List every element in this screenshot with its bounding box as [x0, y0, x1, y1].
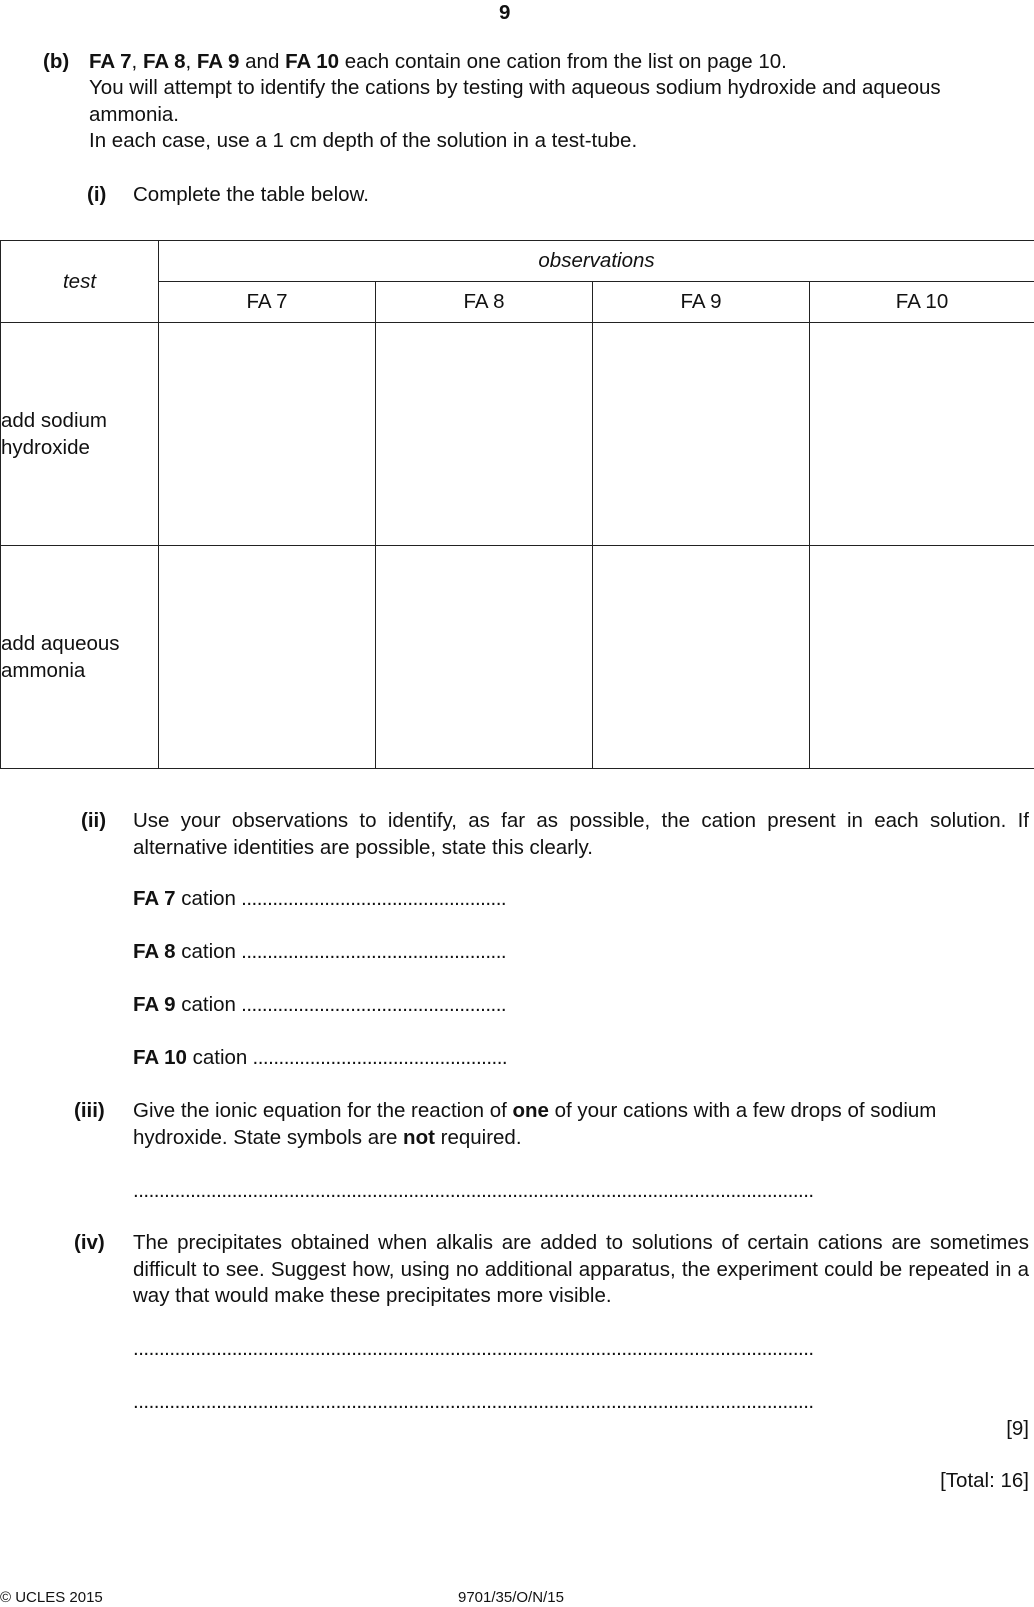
- test-header: test: [1, 241, 159, 323]
- answer-fa10-cation[interactable]: [133, 1045, 507, 1071]
- page-number: 9: [499, 0, 510, 26]
- test-label-sodium-hydroxide: add sodium hydroxide: [1, 323, 159, 546]
- part-iii-label: (iii): [74, 1098, 105, 1124]
- part-iii-text-c: required.: [435, 1126, 522, 1149]
- intro-and: and: [239, 50, 285, 73]
- part-iii-text-a: Give the ionic equation for the reaction of: [133, 1099, 512, 1122]
- answer-cell-fa7-naoh[interactable]: [159, 323, 376, 546]
- fa10-ref: FA 10: [285, 50, 339, 73]
- fa7-ref: FA 7: [89, 50, 132, 73]
- answer-line[interactable]: ...................................................: [236, 887, 506, 910]
- observations-header: observations: [159, 241, 1034, 282]
- part-ii-label: (ii): [81, 808, 106, 834]
- answer-fa8-cation[interactable]: [133, 939, 506, 965]
- part-iv-text: The precipitates obtained when alkalis are added to solutions of certain cations are sometimes difficult to see. Suggest how, using no additional apparatus, the experiment could be repeated in a way that would make these precipitates more visible.: [133, 1230, 1029, 1310]
- answer-cell-fa9-naoh[interactable]: [593, 323, 810, 546]
- column-header-fa9: FA 9: [593, 282, 810, 323]
- intro-sep: ,: [132, 50, 143, 73]
- fa8-ref: FA 8: [143, 50, 186, 73]
- answer-suffix: cation: [187, 1046, 247, 1069]
- part-b-intro: [89, 49, 787, 75]
- part-iv-answer-line-1[interactable]: ...................................................................................................................................: [133, 1336, 1028, 1362]
- column-header-fa7: FA 7: [159, 282, 376, 323]
- part-b-instructions: You will attempt to identify the cations by testing with aqueous sodium hydroxide and aqueous ammonia.: [89, 75, 1029, 128]
- fa9-ref: FA 9: [197, 50, 240, 73]
- observations-table: [0, 240, 1034, 769]
- answer-line[interactable]: .................................................: [247, 1046, 507, 1069]
- part-iii-text-b: of your cations with a few drops of sodium hydroxide. State symbols are: [133, 1099, 936, 1149]
- answer-line[interactable]: ...................................................: [236, 993, 506, 1016]
- part-ii-text: Use your observations to identify, as far as possible, the cation present in each solution. If alternative identities are possible, state this clearly.: [133, 808, 1029, 861]
- part-iii-answer-line[interactable]: ...................................................................................................................................: [133, 1178, 1028, 1204]
- column-header-fa8: FA 8: [376, 282, 593, 323]
- test-label-aqueous-ammonia: add aqueous ammonia: [1, 546, 159, 769]
- answer-cell-fa9-nh3[interactable]: [593, 546, 810, 769]
- part-iv-label: (iv): [74, 1230, 105, 1256]
- answer-fa7-cation[interactable]: [133, 886, 506, 912]
- answer-suffix: cation: [176, 940, 236, 963]
- column-header-fa10: FA 10: [810, 282, 1034, 323]
- part-iii-emphasis-one: one: [512, 1099, 548, 1122]
- part-b-label: (b): [43, 49, 69, 75]
- footer-paper-code: 9701/35/O/N/15: [458, 1588, 564, 1607]
- answer-name: FA 8: [133, 940, 176, 963]
- intro-rest: each contain one cation from the list on page 10.: [339, 50, 787, 73]
- part-b-depth-note: In each case, use a 1 cm depth of the solution in a test-tube.: [89, 128, 637, 154]
- answer-cell-fa10-nh3[interactable]: [810, 546, 1034, 769]
- answer-line[interactable]: ...................................................: [236, 940, 506, 963]
- answer-suffix: cation: [176, 993, 236, 1016]
- answer-name: FA 7: [133, 887, 176, 910]
- part-iii-text: [133, 1098, 1029, 1151]
- answer-fa9-cation[interactable]: [133, 992, 506, 1018]
- part-iv-answer-line-2[interactable]: ...................................................................................................................................: [133, 1389, 1028, 1415]
- answer-name: FA 9: [133, 993, 176, 1016]
- part-i-label: (i): [87, 182, 106, 208]
- part-iii-emphasis-not: not: [403, 1126, 435, 1149]
- table-row: [1, 323, 1034, 546]
- part-i-text: Complete the table below.: [133, 182, 369, 208]
- marks-label: [9]: [1006, 1416, 1029, 1442]
- footer-copyright: © UCLES 2015: [0, 1588, 103, 1607]
- intro-sep: ,: [186, 50, 197, 73]
- table-row: [1, 546, 1034, 769]
- answer-cell-fa10-naoh[interactable]: [810, 323, 1034, 546]
- answer-cell-fa7-nh3[interactable]: [159, 546, 376, 769]
- total-marks: [Total: 16]: [940, 1468, 1029, 1494]
- answer-cell-fa8-nh3[interactable]: [376, 546, 593, 769]
- answer-name: FA 10: [133, 1046, 187, 1069]
- answer-suffix: cation: [176, 887, 236, 910]
- answer-cell-fa8-naoh[interactable]: [376, 323, 593, 546]
